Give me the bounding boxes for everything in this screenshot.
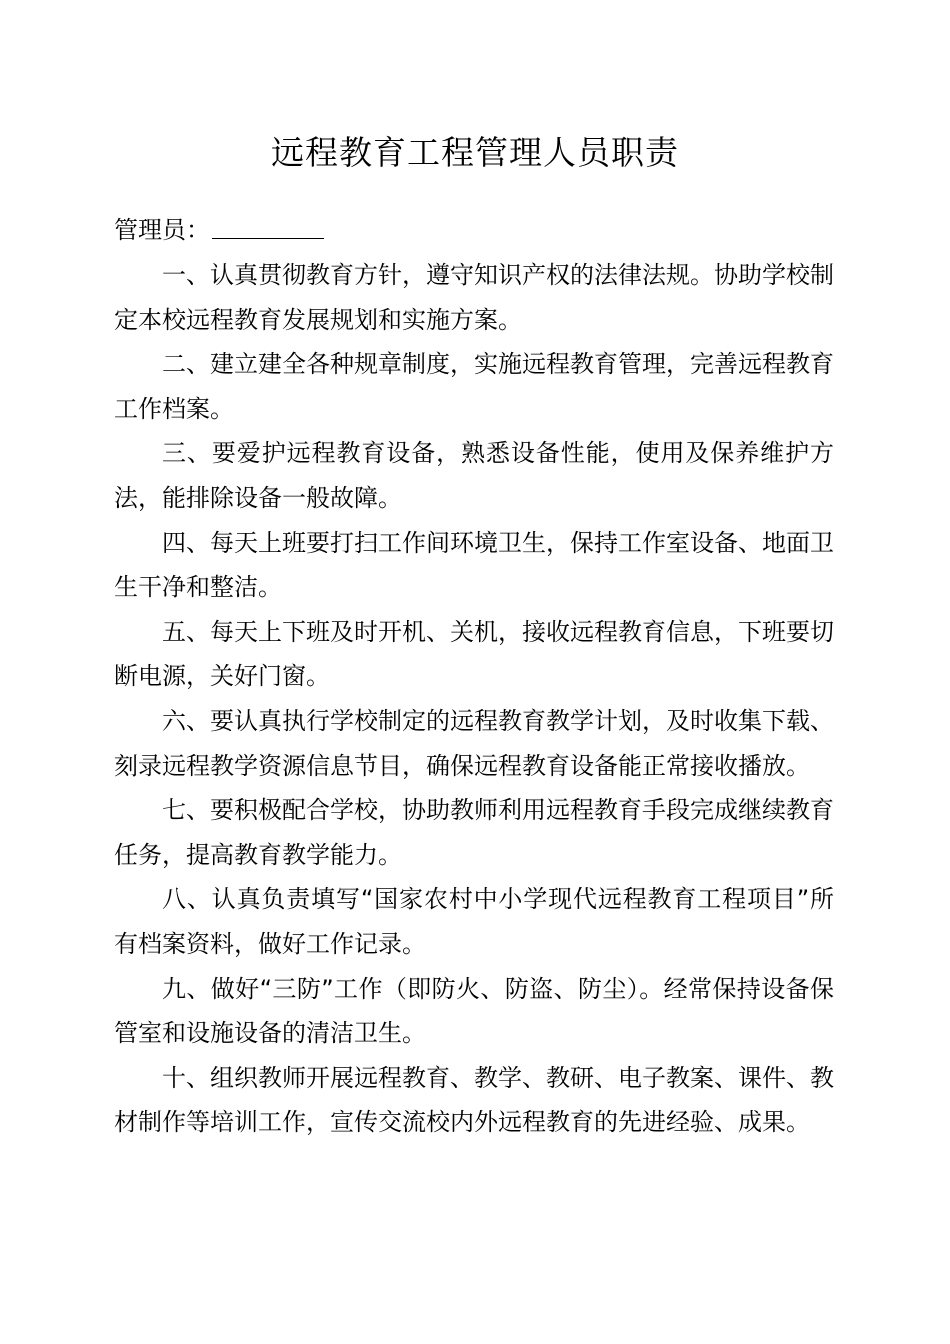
admin-label: 管理员：: [114, 216, 210, 244]
duty-paragraph-10: 十、组织教师开展远程教育、教学、教研、电子教案、课件、教材制作等培训工作，宣传交流校内外远程教育的先进经验、成果。: [114, 1063, 834, 1137]
duty-paragraph-6: 六、要认真执行学校制定的远程教育教学计划，及时收集下载、刻录远程教学资源信息节目，确保远程教育设备能正常接收播放。: [114, 706, 834, 780]
duty-paragraph-7: 七、要积极配合学校，协助教师利用远程教育手段完成继续教育任务，提高教育教学能力。: [114, 796, 834, 869]
duty-paragraph-2: 二、建立建全各种规章制度，实施远程教育管理，完善远程教育工作档案。: [114, 350, 834, 423]
duty-paragraph-8: 八、认真负责填写“国家农村中小学现代远程教育工程项目”所有档案资料，做好工作记录。: [114, 885, 834, 958]
admin-name-blank: [212, 210, 324, 239]
duty-paragraph-5: 五、每天上下班及时开机、关机，接收远程教育信息，下班要切断电源，关好门窗。: [114, 617, 834, 691]
duty-paragraph-3: 三、要爱护远程教育设备，熟悉设备性能，使用及保养维护方法，能排除设备一般故障。: [114, 439, 834, 512]
admin-line: [114, 210, 324, 250]
document-title: 远程教育工程管理人员职责: [271, 133, 679, 172]
duty-paragraph-4: 四、每天上班要打扫工作间环境卫生，保持工作室设备、地面卫生干净和整洁。: [114, 528, 834, 602]
duties-list: [114, 253, 834, 1145]
duty-paragraph-1: 一、认真贯彻教育方针，遵守知识产权的法律法规。协助学校制定本校远程教育发展规划和实施方案。: [114, 261, 834, 334]
duty-paragraph-9: 九、做好“三防”工作（即防火、防盗、防尘）。经常保持设备保管室和设施设备的清洁卫生。: [114, 974, 834, 1048]
